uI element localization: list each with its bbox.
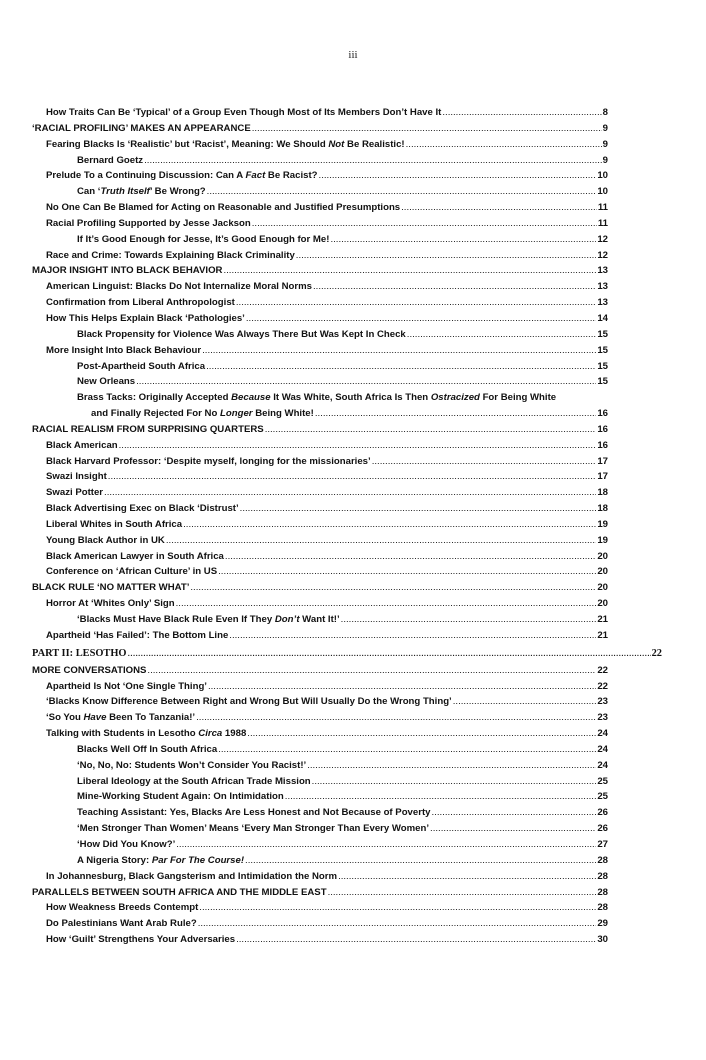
entry-title-text: How Traits Can Be ‘Typical’ of a Group Even Though Most of Its Members Don’t Have It	[46, 107, 442, 118]
entry-page-number: 18	[597, 487, 608, 499]
entry-page-number: 11	[597, 217, 608, 229]
dot-leader	[196, 710, 596, 726]
toc-entry[interactable]	[32, 184, 608, 200]
entry-title-text: Black American	[46, 439, 118, 451]
entry-title-text: Prelude To a Continuing Discussion: Can A	[46, 170, 246, 182]
entry-title	[77, 374, 135, 390]
entry-title-text: MAJOR INSIGHT INTO BLACK BEHAVIOR	[32, 265, 223, 277]
dot-leader	[225, 549, 596, 565]
toc-entry[interactable]	[32, 311, 608, 327]
dot-leader	[245, 853, 596, 869]
entry-page-number: 22	[597, 664, 608, 676]
entry-title	[32, 885, 327, 901]
entry-title-text: ’ Be Wrong?	[149, 186, 206, 198]
dot-leader	[296, 248, 597, 264]
entry-title	[46, 279, 312, 295]
entry-title-text: Be Racist?	[265, 170, 318, 182]
toc-entry[interactable]	[32, 454, 608, 470]
entry-title-emphasis: Longer	[220, 408, 253, 420]
entry-title-emphasis: Don’t	[274, 614, 300, 625]
entry-title-text: Liberal Ideology at the South African Trade Mission	[77, 775, 311, 787]
entry-title-text: Swazi Insight	[46, 471, 107, 483]
entry-title	[46, 454, 371, 470]
toc-entry[interactable]	[32, 726, 608, 742]
entry-title-text: Apartheid ‘Has Failed’: The Bottom Line	[46, 629, 229, 641]
dot-leader	[190, 580, 596, 596]
entry-title	[77, 805, 431, 821]
entry-page-number: 20	[597, 566, 608, 578]
entry-title	[46, 533, 165, 549]
entry-title	[46, 726, 246, 742]
entry-title	[77, 789, 284, 805]
entry-title-text: Being White!	[252, 408, 314, 420]
toc-entry[interactable]	[32, 742, 608, 758]
entry-title	[46, 343, 201, 359]
entry-title-line-one	[77, 390, 608, 406]
toc-entry[interactable]	[32, 105, 608, 121]
toc-entry[interactable]	[32, 805, 608, 821]
entry-title-text: Race and Crime: Towards Explaining Black Criminality	[46, 249, 295, 261]
toc-entry[interactable]	[32, 580, 608, 596]
entry-title-text: ‘So You	[46, 712, 84, 724]
entry-page-number: 16	[597, 408, 608, 420]
dot-leader	[147, 663, 596, 679]
entry-page-number: 12	[597, 233, 608, 245]
dot-leader	[442, 105, 601, 121]
toc-entry[interactable]	[32, 232, 608, 248]
entry-title-text: More Insight Into Black Behaviour	[46, 344, 202, 356]
entry-page-number: 8	[602, 107, 608, 118]
entry-title-text: A Nigeria Story:	[77, 854, 152, 866]
dot-leader	[453, 694, 597, 710]
dot-leader	[223, 263, 596, 279]
entry-page-number: 26	[597, 807, 608, 819]
entry-page-number: 9	[602, 154, 608, 166]
entry-title-emphasis: Not	[328, 138, 345, 150]
entry-title	[46, 469, 107, 485]
toc-entry[interactable]	[32, 121, 608, 137]
entry-page-number: 20	[597, 598, 608, 610]
entry-title	[77, 821, 429, 837]
entry-title-text: Talking with Students in Lesotho	[46, 728, 199, 740]
entry-title	[46, 485, 103, 501]
entry-page-number: 15	[597, 360, 608, 372]
entry-title-text: Black Propensity for Violence Was Always There But Was Kept In Check	[77, 328, 406, 340]
entry-title-emphasis: Have	[83, 712, 107, 724]
entry-title	[77, 742, 217, 758]
toc-entry[interactable]	[32, 248, 608, 264]
toc-entry[interactable]	[32, 295, 608, 311]
dot-leader	[229, 628, 596, 644]
entry-page-number: 20	[597, 550, 608, 562]
entry-page-number: 28	[597, 886, 608, 898]
entry-title	[46, 438, 118, 454]
entry-title-text: Teaching Assistant: Yes, Blacks Are Less Honest and Not Because of Poverty	[77, 807, 431, 819]
entry-page-number: 27	[597, 838, 608, 850]
entry-title-text: Can ‘	[77, 186, 101, 198]
entry-title	[77, 612, 340, 628]
entry-title	[46, 216, 251, 232]
entry-page-number: 19	[597, 518, 608, 530]
entry-title-text: Do Palestinians Want Arab Rule?	[46, 918, 197, 930]
toc-entry[interactable]	[32, 663, 608, 679]
entry-page-number: 10	[597, 170, 608, 182]
entry-title	[46, 710, 195, 726]
entry-title-text: Want It!’	[299, 614, 340, 625]
entry-title	[46, 168, 318, 184]
entry-title-text: MORE CONVERSATIONS	[32, 664, 147, 676]
dot-leader	[247, 726, 596, 742]
toc-entry[interactable]	[32, 359, 608, 375]
entry-title-emphasis: Because	[231, 392, 271, 404]
dot-leader	[341, 612, 597, 628]
entry-title-text: Black American Lawyer in South Africa	[46, 550, 224, 562]
entry-page-number: 28	[597, 902, 608, 914]
entry-page-number: 14	[597, 312, 608, 324]
entry-title-text: Conference on ‘African Culture’ in US	[46, 566, 218, 578]
entry-title	[46, 694, 452, 710]
entry-title-emphasis: Fact	[245, 170, 266, 182]
entry-title-text: Confirmation from Liberal Anthropologist	[46, 297, 235, 309]
entry-page-number: 15	[597, 328, 608, 340]
dot-leader	[207, 184, 597, 200]
dot-leader	[240, 501, 597, 517]
dot-leader	[119, 438, 597, 454]
toc-entry[interactable]	[32, 485, 608, 501]
toc-entry[interactable]	[32, 216, 608, 232]
entry-title-text: RACIAL REALISM FROM SURPRISING QUARTERS	[32, 423, 264, 435]
toc-entry[interactable]	[32, 612, 608, 628]
entry-title	[46, 517, 182, 533]
dot-leader	[252, 121, 602, 137]
entry-title	[46, 200, 400, 216]
toc-entry[interactable]	[32, 853, 608, 869]
dot-leader	[246, 311, 596, 327]
dot-leader	[183, 517, 596, 533]
entry-title	[46, 596, 175, 612]
dot-leader	[313, 279, 596, 295]
dot-leader	[104, 485, 596, 501]
toc-entry[interactable]	[32, 885, 608, 901]
entry-page-number: 13	[597, 297, 608, 309]
toc-entry[interactable]	[32, 327, 608, 343]
entry-title	[46, 295, 235, 311]
entry-page-number: 30	[597, 934, 608, 946]
entry-page-number: 17	[597, 471, 608, 483]
entry-page-number: 9	[602, 122, 608, 134]
dot-leader	[328, 885, 597, 901]
entry-title	[32, 580, 189, 596]
entry-title-text: Blacks Well Off In South Africa	[77, 743, 218, 755]
entry-title	[77, 837, 175, 853]
dot-leader	[236, 295, 596, 311]
page-number: iii	[348, 49, 358, 61]
entry-title-text: Black Harvard Professor: ‘Despite myself, longing for the missionaries’	[46, 455, 371, 467]
toc-entry[interactable]	[32, 837, 608, 853]
entry-page-number: 17	[597, 455, 608, 467]
entry-title	[77, 327, 406, 343]
entry-title-text: PART II: LESOTHO	[32, 647, 127, 659]
toc-entry[interactable]	[32, 153, 608, 169]
toc-entry[interactable]	[32, 758, 608, 774]
toc-entry[interactable]	[32, 710, 608, 726]
toc-entry[interactable]	[32, 596, 608, 612]
entry-title-text: For Being White	[479, 392, 557, 404]
toc-entry[interactable]	[32, 869, 608, 885]
dot-leader	[108, 469, 597, 485]
dot-leader	[208, 679, 596, 695]
toc-entry[interactable]	[32, 438, 608, 454]
entry-title-text: ‘Blacks Must Have Black Rule Even If They	[77, 614, 275, 625]
dot-leader	[206, 359, 596, 375]
entry-title-text: 1988	[222, 728, 247, 740]
entry-title	[46, 311, 245, 327]
dot-leader	[285, 789, 597, 805]
entry-title	[32, 263, 222, 279]
dot-leader	[372, 454, 597, 470]
entry-page-number: 22	[597, 680, 608, 692]
entry-title-text: New Orleans	[77, 376, 136, 388]
entry-title	[77, 774, 311, 790]
entry-title	[77, 758, 306, 774]
entry-title	[46, 248, 295, 264]
table-of-contents	[32, 105, 662, 948]
entry-page-number: 28	[597, 870, 608, 882]
dot-leader	[128, 644, 651, 663]
dot-leader	[252, 216, 597, 232]
toc-entry[interactable]	[32, 916, 608, 932]
dot-leader	[198, 916, 597, 932]
entry-page-number: 24	[597, 759, 608, 771]
entry-title-text: Be Realistic!	[344, 138, 405, 150]
entry-title	[32, 422, 264, 438]
entry-title-emphasis: Par For The Course!	[151, 854, 245, 866]
entry-title	[46, 869, 337, 885]
entry-page-number: 11	[597, 202, 608, 214]
dot-leader	[166, 533, 596, 549]
entry-title	[77, 232, 329, 248]
entry-page-number: 24	[597, 743, 608, 755]
entry-title-text: How This Helps Explain Black ‘Pathologies’	[46, 312, 245, 324]
entry-page-number: 29	[597, 918, 608, 930]
toc-entry[interactable]	[32, 469, 608, 485]
entry-title-text: It Was White, South Africa Is Then	[270, 392, 431, 404]
entry-page-number: 12	[597, 249, 608, 261]
toc-entry[interactable]	[32, 263, 608, 279]
dot-leader	[401, 200, 597, 216]
entry-page-number: 22	[651, 647, 662, 659]
entry-title-text: and Finally Rejected For No	[91, 408, 221, 420]
toc-entry[interactable]	[32, 564, 608, 580]
entry-page-number: 20	[597, 582, 608, 594]
entry-title-text: ‘No, No, No: Students Won’t Consider You Racist!’	[77, 759, 307, 771]
entry-title-emphasis: Ostracized	[430, 392, 480, 404]
toc-entry[interactable]	[32, 549, 608, 565]
entry-page-number: 16	[597, 439, 608, 451]
toc-entry[interactable]	[32, 200, 608, 216]
toc-entry[interactable]	[32, 517, 608, 533]
entry-title-text: Post-Apartheid South Africa	[77, 360, 206, 372]
entry-title	[46, 501, 239, 517]
entry-title-text: How Weakness Breeds Contempt	[46, 902, 199, 914]
entry-title-text: If It’s Good Enough for Jesse, It’s Good Enough for Me!	[77, 233, 330, 245]
entry-page-number: 13	[597, 281, 608, 293]
entry-title-text: Black Advertising Exec on Black ‘Distrust’	[46, 503, 239, 515]
entry-title	[77, 853, 244, 869]
entry-title-text: ‘Men Stronger Than Women’ Means ‘Every Man Stronger Than Every Women’	[77, 823, 430, 835]
entry-title-text: Bernard Goetz	[77, 154, 144, 166]
dot-leader	[319, 168, 597, 184]
dot-leader	[265, 422, 597, 438]
entry-title-text: How ‘Guilt’ Strengthens Your Adversaries	[46, 934, 236, 946]
entry-title	[46, 628, 228, 644]
dot-leader	[236, 932, 596, 948]
dot-leader	[202, 343, 596, 359]
toc-entry[interactable]	[32, 137, 608, 153]
entry-title-text: American Linguist: Blacks Do Not Internalize Moral Norms	[46, 281, 313, 293]
dot-leader	[430, 821, 596, 837]
dot-leader	[312, 774, 597, 790]
entry-title	[46, 900, 198, 916]
dot-leader	[176, 596, 597, 612]
entry-title-text: ‘How Did You Know?’	[77, 838, 176, 850]
dot-leader	[218, 564, 596, 580]
toc-entry[interactable]	[32, 168, 608, 184]
entry-page-number: 23	[597, 712, 608, 724]
entry-title	[46, 916, 197, 932]
dot-leader	[307, 758, 596, 774]
entry-page-number: 15	[597, 344, 608, 356]
dot-leader	[136, 374, 596, 390]
entry-page-number: 23	[597, 696, 608, 708]
entry-page-number: 28	[597, 854, 608, 866]
toc-entry[interactable]	[32, 422, 608, 438]
entry-page-number: 19	[597, 534, 608, 546]
entry-title	[32, 121, 251, 137]
entry-title-text: Been To Tanzania!’	[106, 712, 196, 724]
entry-title-text: Liberal Whites in South Africa	[46, 518, 183, 530]
entry-title-text: ‘Blacks Know Difference Between Right and Wrong But Will Usually Do the Wrong Thing’	[46, 696, 452, 708]
entry-title-text: Brass Tacks: Originally Accepted	[77, 392, 232, 404]
toc-entry[interactable]	[32, 390, 608, 422]
entry-page-number: 9	[602, 138, 608, 150]
entry-page-number: 21	[597, 629, 608, 641]
dot-leader	[144, 153, 602, 169]
entry-title	[91, 406, 314, 422]
toc-entry[interactable]	[32, 628, 608, 644]
entry-title	[32, 663, 146, 679]
entry-title	[46, 564, 217, 580]
entry-title-text: No One Can Be Blamed for Acting on Reasonable and Justified Presumptions	[46, 202, 401, 214]
entry-page-number: 15	[597, 376, 608, 388]
entry-title-text: ‘RACIAL PROFILING’ MAKES AN APPEARANCE	[32, 122, 251, 134]
entry-title	[46, 932, 235, 948]
entry-title-text: BLACK RULE ‘NO MATTER WHAT’	[32, 582, 190, 594]
dot-leader	[338, 869, 596, 885]
entry-title-text: Apartheid Is Not ‘One Single Thing’	[46, 680, 207, 692]
entry-title	[77, 359, 205, 375]
toc-part-heading[interactable]	[32, 644, 662, 663]
entry-title	[46, 137, 405, 153]
entry-title-text: Mine-Working Student Again: On Intimidation	[77, 791, 284, 803]
entry-title	[46, 679, 207, 695]
entry-title	[46, 549, 224, 565]
entry-title-text: In Johannesburg, Black Gangsterism and Intimidation the Norm	[46, 870, 338, 882]
dot-leader	[176, 837, 596, 853]
dot-leader	[199, 900, 596, 916]
dot-leader	[407, 327, 597, 343]
toc-entry[interactable]	[32, 679, 608, 695]
entry-page-number: 18	[597, 503, 608, 515]
toc-entry[interactable]	[32, 374, 608, 390]
entry-title-text: Racial Profiling Supported by Jesse Jackson	[46, 217, 251, 229]
entry-page-number: 24	[597, 728, 608, 740]
toc-entry[interactable]	[32, 694, 608, 710]
entry-title-emphasis: Circa	[198, 728, 223, 740]
entry-title	[32, 644, 127, 663]
entry-page-number: 21	[597, 614, 608, 625]
dot-leader	[432, 805, 597, 821]
entry-title	[77, 153, 143, 169]
entry-page-number: 25	[597, 791, 608, 803]
entry-title-text: Swazi Potter	[46, 487, 104, 499]
dot-leader	[218, 742, 596, 758]
entry-title-text: Young Black Author in UK	[46, 534, 165, 546]
entry-page-number: 13	[597, 265, 608, 277]
toc-entry[interactable]	[32, 774, 608, 790]
toc-entry[interactable]	[32, 821, 608, 837]
dot-leader	[315, 406, 597, 422]
dot-leader	[406, 137, 602, 153]
entry-page-number: 25	[597, 775, 608, 787]
entry-title-text: Fearing Blacks Is ‘Realistic’ but ‘Racist’, Meaning: We Should	[46, 138, 329, 150]
toc-entry[interactable]	[32, 343, 608, 359]
entry-title-text: PARALLELS BETWEEN SOUTH AFRICA AND THE MIDDLE EAST	[32, 886, 327, 898]
toc-entry[interactable]	[32, 932, 608, 948]
entry-title-text: Horror At ‘Whites Only’ Sign	[46, 598, 175, 610]
entry-title	[77, 184, 206, 200]
toc-entry[interactable]	[32, 533, 608, 549]
entry-title	[46, 105, 441, 121]
toc-entry[interactable]	[32, 900, 608, 916]
entry-title-emphasis: Truth Itself	[100, 186, 150, 198]
entry-page-number: 16	[597, 423, 608, 435]
toc-entry[interactable]	[32, 279, 608, 295]
entry-page-number: 26	[597, 823, 608, 835]
dot-leader	[330, 232, 596, 248]
entry-page-number: 10	[597, 186, 608, 198]
toc-entry[interactable]	[32, 789, 608, 805]
toc-entry[interactable]	[32, 501, 608, 517]
